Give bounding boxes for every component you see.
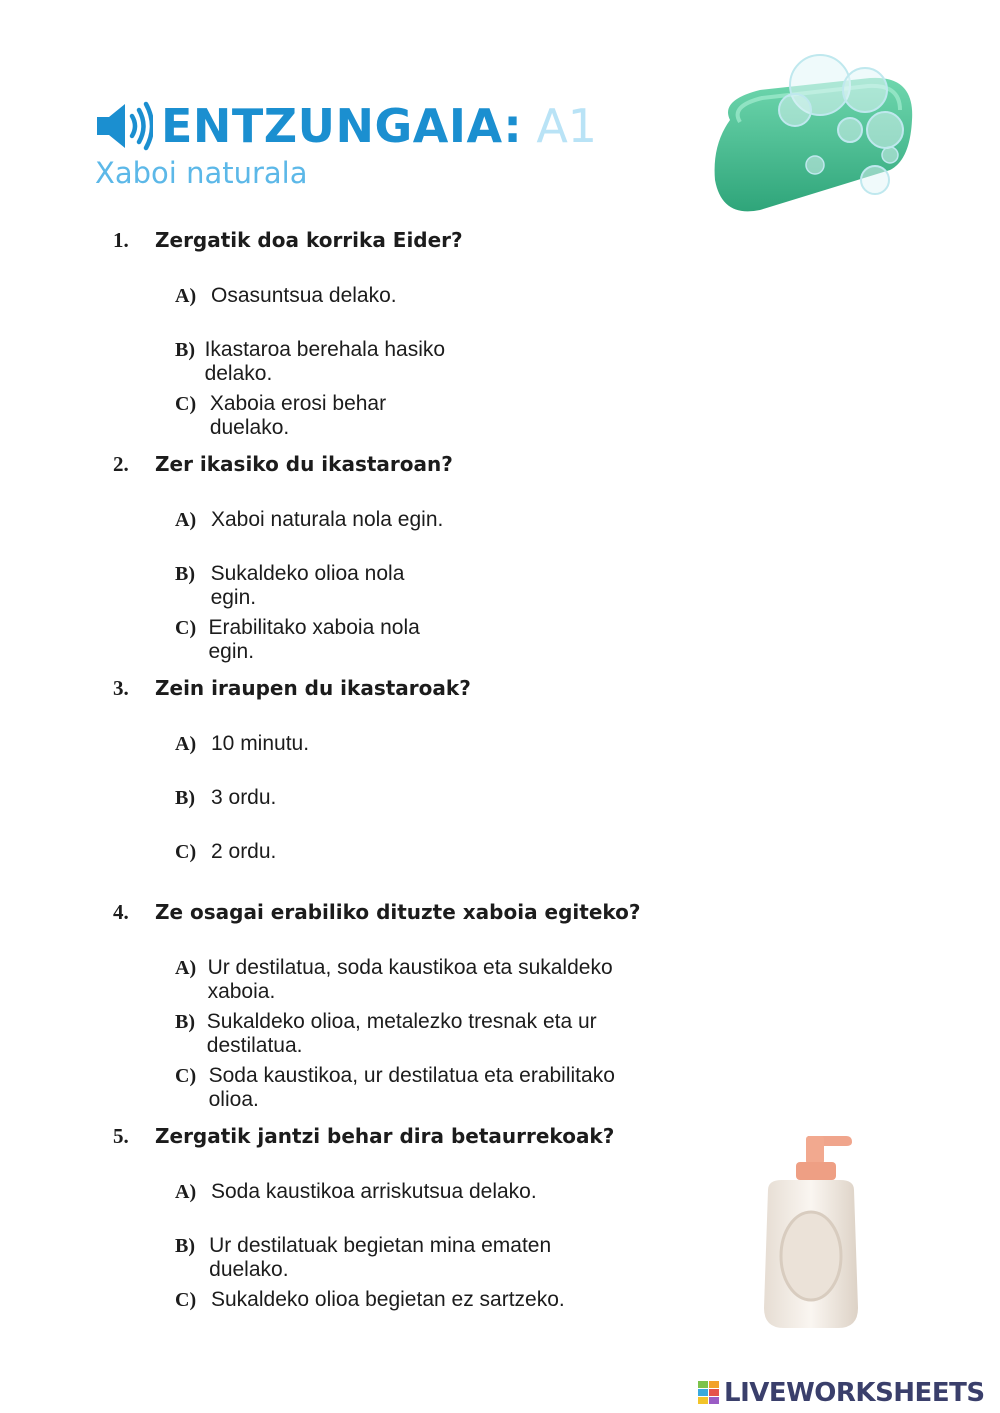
question-1 [113,228,463,439]
option-text[interactable]: Erabilitako xaboia nola egin. [208,616,420,663]
question-text: Zergatik doa korrika Eider? [155,228,463,252]
option-letter: A) [175,733,197,755]
question-header [113,228,463,264]
answer-option[interactable] [175,562,453,610]
answer-option[interactable] [175,284,397,308]
option-text[interactable]: 3 ordu. [211,786,277,809]
question-3 [113,676,471,863]
option-letter: B) [175,1011,195,1033]
option-letter: C) [175,841,197,863]
speaker-icon[interactable] [95,101,153,151]
option-text[interactable]: Osasuntsua delako. [211,284,397,307]
question-text: Ze osagai erabiliko dituzte xaboia egiteko? [155,900,641,924]
option-text[interactable]: 10 minutu. [211,732,310,755]
option-text[interactable]: Sukaldeko olioa nola egin. [210,562,405,609]
answer-option[interactable] [175,616,453,664]
option-text[interactable]: Sukaldeko olioa, metalezko tresnak eta ur destilatua. [206,1010,597,1057]
answer-option[interactable] [175,392,463,440]
answer-option[interactable] [175,786,276,810]
answer-option[interactable] [175,1288,565,1312]
option-text[interactable]: Sukaldeko olioa begietan ez sartzeko. [211,1288,565,1311]
option-letter: B) [175,563,195,585]
soap-pump-icon [748,1128,874,1334]
answer-option[interactable] [175,1180,537,1204]
title-row [95,96,597,156]
liveworksheets-logo-icon [698,1381,720,1405]
level-label: A1 [536,99,598,153]
option-letter: B) [175,1235,195,1257]
answer-option[interactable] [175,508,443,532]
option-letter: A) [175,957,197,979]
question-number: 1. [113,228,129,252]
footer-brand[interactable] [698,1378,985,1408]
answer-option[interactable] [175,1010,641,1058]
question-text: Zein iraupen du ikastaroak? [155,676,471,700]
option-text[interactable]: Xaboia erosi behar duelako. [209,392,387,439]
option-letter: C) [175,1289,197,1311]
question-5 [113,1124,615,1311]
option-letter: C) [175,617,197,639]
answer-option[interactable] [175,1064,641,1112]
question-header [113,900,641,936]
question-number: 3. [113,676,129,700]
question-header [113,452,453,488]
answer-option[interactable] [175,1234,614,1282]
answer-option[interactable] [175,956,641,1004]
question-header [113,1124,614,1160]
question-number: 4. [113,900,129,924]
option-letter: C) [175,1065,197,1087]
question-header [113,676,471,712]
question-number: 2. [113,452,129,476]
answer-option[interactable] [175,840,276,864]
option-text[interactable]: Soda kaustikoa arriskutsua delako. [211,1180,537,1203]
option-text[interactable]: Ikastaroa berehala hasiko delako. [204,338,446,385]
question-4 [113,900,641,1111]
worksheet-subtitle: Xaboi naturala [95,156,308,190]
option-text[interactable]: Ur destilatua, soda kaustikoa eta sukaldeko xaboia. [207,956,613,1003]
footer-brand-text[interactable]: LIVEWORKSHEETS [724,1378,985,1408]
option-letter: B) [175,787,195,809]
answer-option[interactable] [175,338,463,386]
option-text[interactable]: 2 ordu. [211,840,277,863]
worksheet-title: ENTZUNGAIA: [161,99,523,153]
option-letter: C) [175,393,197,415]
option-letter: A) [175,285,197,307]
worksheet-header [95,96,597,156]
question-text: Zer ikasiko du ikastaroan? [155,452,453,476]
option-letter: B) [175,339,195,361]
answer-option[interactable] [175,732,309,756]
option-text[interactable]: Soda kaustikoa, ur destilatua eta erabilitako olioa. [208,1064,615,1111]
soap-bar-icon [700,40,920,220]
option-letter: A) [175,1181,197,1203]
option-text[interactable]: Ur destilatuak begietan mina ematen duelako. [209,1234,552,1281]
question-2 [113,452,453,663]
question-text: Zergatik jantzi behar dira betaurrekoak? [155,1124,615,1148]
question-number: 5. [113,1124,129,1148]
option-letter: A) [175,509,197,531]
option-text[interactable]: Xaboi naturala nola egin. [211,508,444,531]
